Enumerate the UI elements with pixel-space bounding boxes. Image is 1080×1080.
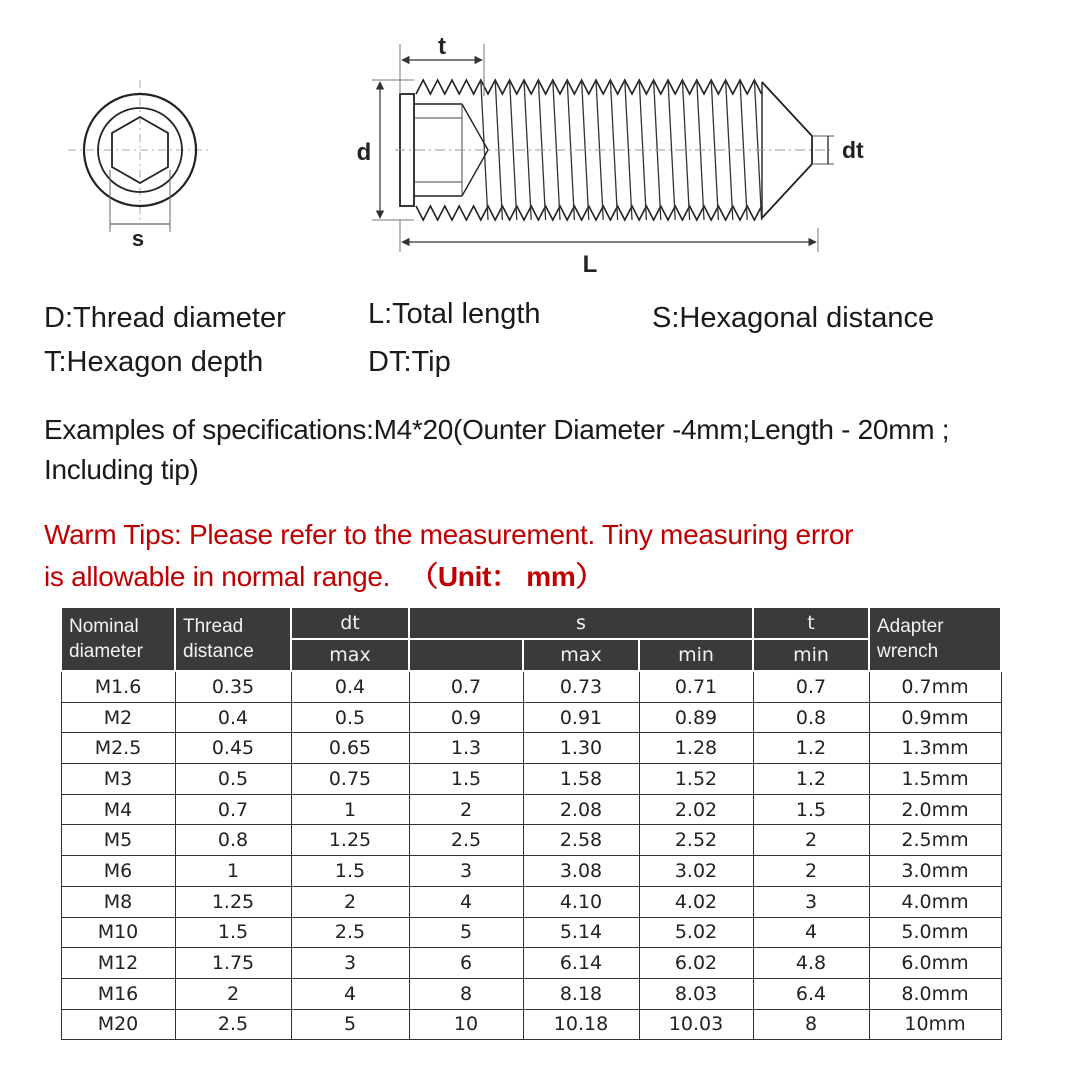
header-t: t [753,607,869,639]
cell-dt: 0.65 [291,733,409,764]
header-s: s [409,607,753,639]
table-row [61,917,1001,948]
cell-s-min: 6.02 [639,948,753,979]
table-row [61,733,1001,764]
cell-s-max: 1.58 [523,764,639,795]
legend-hexagon-depth: T:Hexagon depth [44,346,264,378]
cell-s-max: 1.30 [523,733,639,764]
header-t-min: min [753,639,869,671]
cell-dt: 1.5 [291,856,409,887]
cell-nominal: M6 [61,856,175,887]
table-row [61,978,1001,1009]
cell-nominal: M20 [61,1009,175,1040]
table-row [61,856,1001,887]
cell-nominal: M16 [61,978,175,1009]
cell-wrench: 0.7mm [869,671,1001,702]
cell-nominal: M2.5 [61,733,175,764]
warm-tips-line-1: Warm Tips: Please refer to the measurement. Tiny measuring error [44,519,854,550]
cell-s: 1.3 [409,733,523,764]
cell-thread: 1.5 [175,917,291,948]
cell-s-min: 8.03 [639,978,753,1009]
label-s: s [131,226,145,251]
cell-s-max: 5.14 [523,917,639,948]
cell-s-max: 3.08 [523,856,639,887]
warm-tips-line-2 [44,556,853,598]
end-view [68,80,212,251]
cell-s: 0.7 [409,671,523,702]
cell-s: 3 [409,856,523,887]
cell-t: 2 [753,856,869,887]
cell-thread: 2.5 [175,1009,291,1040]
cell-t: 2 [753,825,869,856]
cell-s-min: 0.71 [639,671,753,702]
cell-s: 4 [409,886,523,917]
screw-technical-drawing [0,0,1080,290]
header-s-max: max [523,639,639,671]
cell-s: 2 [409,794,523,825]
legend-thread-diameter: D:Thread diameter [44,302,286,334]
cell-t: 6.4 [753,978,869,1009]
cell-t: 3 [753,886,869,917]
cell-nominal: M5 [61,825,175,856]
cell-s: 8 [409,978,523,1009]
cell-s-min: 3.02 [639,856,753,887]
specification-example [44,410,1074,490]
cell-wrench: 2.0mm [869,794,1001,825]
cell-s-max: 0.91 [523,702,639,733]
label-L: L [582,251,598,278]
cell-s-max: 8.18 [523,978,639,1009]
table-body [61,671,1001,1040]
cell-dt: 2 [291,886,409,917]
cell-s: 6 [409,948,523,979]
cell-t: 1.2 [753,764,869,795]
legend-tip: DT:Tip [368,346,451,378]
example-line-1: Examples of specifications:M4*20(Ounter Diameter -4mm;Length - 20mm ; [44,414,950,445]
warm-tips-line-2-text: is allowable in normal range. [44,561,391,592]
cell-wrench: 1.5mm [869,764,1001,795]
cell-s: 2.5 [409,825,523,856]
cell-wrench: 3.0mm [869,856,1001,887]
cell-thread: 0.8 [175,825,291,856]
side-view [357,33,864,278]
cell-nominal: M12 [61,948,175,979]
cell-s-min: 2.02 [639,794,753,825]
legend-hexagonal-distance: S:Hexagonal distance [652,302,935,334]
cell-t: 0.7 [753,671,869,702]
cell-dt: 0.4 [291,671,409,702]
thread-profile-top [416,80,762,94]
cell-wrench: 0.9mm [869,702,1001,733]
cell-s-min: 4.02 [639,886,753,917]
example-line-2: Including tip) [44,454,199,485]
cell-wrench: 1.3mm [869,733,1001,764]
label-dt: dt [842,137,864,163]
cell-nominal: M2 [61,702,175,733]
cell-s-max: 6.14 [523,948,639,979]
cell-wrench: 5.0mm [869,917,1001,948]
cell-thread: 1 [175,856,291,887]
header-s-blank [409,639,523,671]
cell-s: 1.5 [409,764,523,795]
cell-thread: 0.4 [175,702,291,733]
cell-s-min: 1.52 [639,764,753,795]
cell-nominal: M3 [61,764,175,795]
cell-dt: 5 [291,1009,409,1040]
table-row [61,948,1001,979]
cell-dt: 0.75 [291,764,409,795]
cell-t: 0.8 [753,702,869,733]
cell-t: 4.8 [753,948,869,979]
cell-wrench: 2.5mm [869,825,1001,856]
cell-s-min: 0.89 [639,702,753,733]
cell-s-min: 2.52 [639,825,753,856]
legend-total-length: L:Total length [368,298,541,330]
cell-wrench: 8.0mm [869,978,1001,1009]
label-t: t [438,33,446,60]
cell-wrench: 10mm [869,1009,1001,1040]
cell-wrench: 6.0mm [869,948,1001,979]
table-row [61,702,1001,733]
cell-thread: 0.5 [175,764,291,795]
cell-t: 8 [753,1009,869,1040]
cell-dt: 3 [291,948,409,979]
header-dt: dt [291,607,409,639]
specification-table [60,606,1002,1040]
cell-dt: 4 [291,978,409,1009]
cell-s: 10 [409,1009,523,1040]
header-thread-distance: Thread distance [175,607,291,671]
cell-thread: 0.45 [175,733,291,764]
cell-s-max: 4.10 [523,886,639,917]
cell-wrench: 4.0mm [869,886,1001,917]
warm-tips [44,514,853,598]
cell-thread: 0.7 [175,794,291,825]
cell-t: 1.2 [753,733,869,764]
cell-s-min: 10.03 [639,1009,753,1040]
cell-s: 5 [409,917,523,948]
cell-thread: 2 [175,978,291,1009]
cell-s-max: 0.73 [523,671,639,702]
cell-t: 1.5 [753,794,869,825]
header-nominal-diameter: Nominal diameter [61,607,175,671]
header-s-min: min [639,639,753,671]
table-row [61,886,1001,917]
header-dt-max: max [291,639,409,671]
cell-thread: 1.75 [175,948,291,979]
cell-dt: 0.5 [291,702,409,733]
cell-s-min: 5.02 [639,917,753,948]
cell-t: 4 [753,917,869,948]
cell-s-min: 1.28 [639,733,753,764]
table-row [61,1009,1001,1040]
table-row [61,764,1001,795]
cell-s: 0.9 [409,702,523,733]
table-row [61,825,1001,856]
table-header [61,607,1001,671]
cell-s-max: 2.58 [523,825,639,856]
cell-dt: 1 [291,794,409,825]
label-d: d [356,139,372,166]
table-row [61,794,1001,825]
cell-nominal: M1.6 [61,671,175,702]
header-adapter-wrench: Adapter wrench [869,607,1001,671]
table-row [61,671,1001,702]
cell-s-max: 10.18 [523,1009,639,1040]
cell-dt: 2.5 [291,917,409,948]
cell-thread: 1.25 [175,886,291,917]
cell-nominal: M4 [61,794,175,825]
cell-nominal: M10 [61,917,175,948]
cell-s-max: 2.08 [523,794,639,825]
cell-dt: 1.25 [291,825,409,856]
cell-nominal: M8 [61,886,175,917]
cell-thread: 0.35 [175,671,291,702]
unit-note: （Unit： mm） [410,561,604,592]
